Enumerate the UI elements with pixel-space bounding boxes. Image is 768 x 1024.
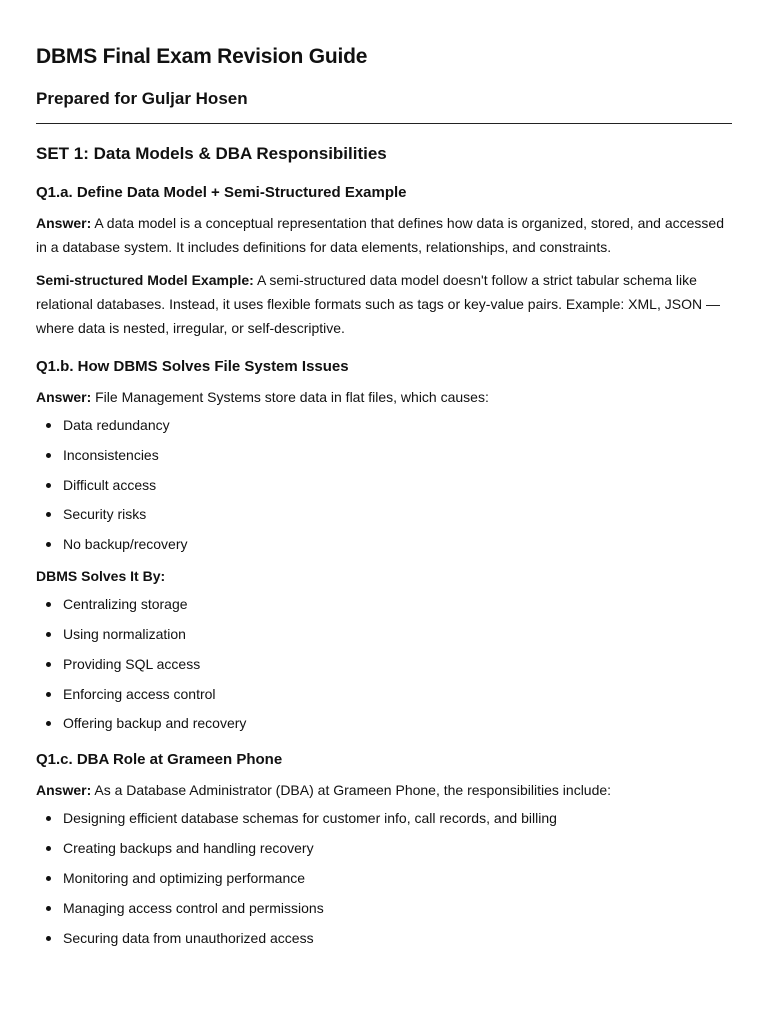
q1a-semi-structured xyxy=(36,268,732,340)
title-divider xyxy=(36,123,732,124)
q1a-heading: Q1.a. Define Data Model + Semi-Structured Example xyxy=(36,184,407,201)
q1a-answer-label: Answer: xyxy=(36,215,92,231)
list-item: Monitoring and optimizing performance xyxy=(63,868,732,888)
list-item: Centralizing storage xyxy=(63,594,732,614)
q1a-answer-text: A data model is a conceptual representation that defines how data is organized, stored, and accessed in a database system. It includes definitions for data elements, relationships, and constraints. xyxy=(36,215,724,255)
list-item: Data redundancy xyxy=(63,415,732,435)
list-item: Creating backups and handling recovery xyxy=(63,838,732,858)
q1b-answer xyxy=(36,385,732,409)
q1c-heading: Q1.c. DBA Role at Grameen Phone xyxy=(36,751,283,769)
q1b-heading: Q1.b. How DBMS Solves File System Issues xyxy=(36,358,349,375)
list-item: Enforcing access control xyxy=(63,684,732,704)
q1c-answer-text: As a Database Administrator (DBA) at Grameen Phone, the responsibilities include: xyxy=(91,782,612,799)
dba-responsibilities-list xyxy=(36,808,732,947)
list-item: Security risks xyxy=(63,504,732,524)
q1a-semi-label: Semi-structured Model Example: xyxy=(36,272,254,288)
q1a-semi-text: A semi-structured data model doesn't follow a strict tabular schema like relational databases. Instead, it uses flexible formats such as tags or key-value pairs. Example: XML, JSON — where data is nested, irregular, or self-descriptive. xyxy=(36,272,720,336)
dbms-solves-label: DBMS Solves It By: xyxy=(36,568,166,585)
q1c-answer xyxy=(36,778,732,802)
list-item: Offering backup and recovery xyxy=(63,713,732,733)
list-item: Inconsistencies xyxy=(63,445,732,465)
set1-heading: SET 1: Data Models & DBA Responsibilities xyxy=(36,144,387,163)
document-subtitle: Prepared for Guljar Hosen xyxy=(36,89,248,108)
list-item: Providing SQL access xyxy=(63,654,732,674)
q1b-answer-label: Answer: xyxy=(36,389,92,405)
document-title: DBMS Final Exam Revision Guide xyxy=(36,45,368,68)
list-item: Designing efficient database schemas for customer info, call records, and billing xyxy=(63,808,732,828)
q1b-answer-text: File Management Systems store data in flat files, which causes: xyxy=(91,389,489,405)
list-item: Managing access control and permissions xyxy=(63,898,732,918)
dbms-solutions-list xyxy=(36,594,732,733)
q1a-answer xyxy=(36,211,732,259)
list-item: Securing data from unauthorized access xyxy=(63,928,732,948)
q1c-answer-label: Answer: xyxy=(36,782,92,799)
list-item: Using normalization xyxy=(63,624,732,644)
list-item: Difficult access xyxy=(63,475,732,495)
file-system-issues-list xyxy=(36,415,732,554)
list-item: No backup/recovery xyxy=(63,534,732,554)
